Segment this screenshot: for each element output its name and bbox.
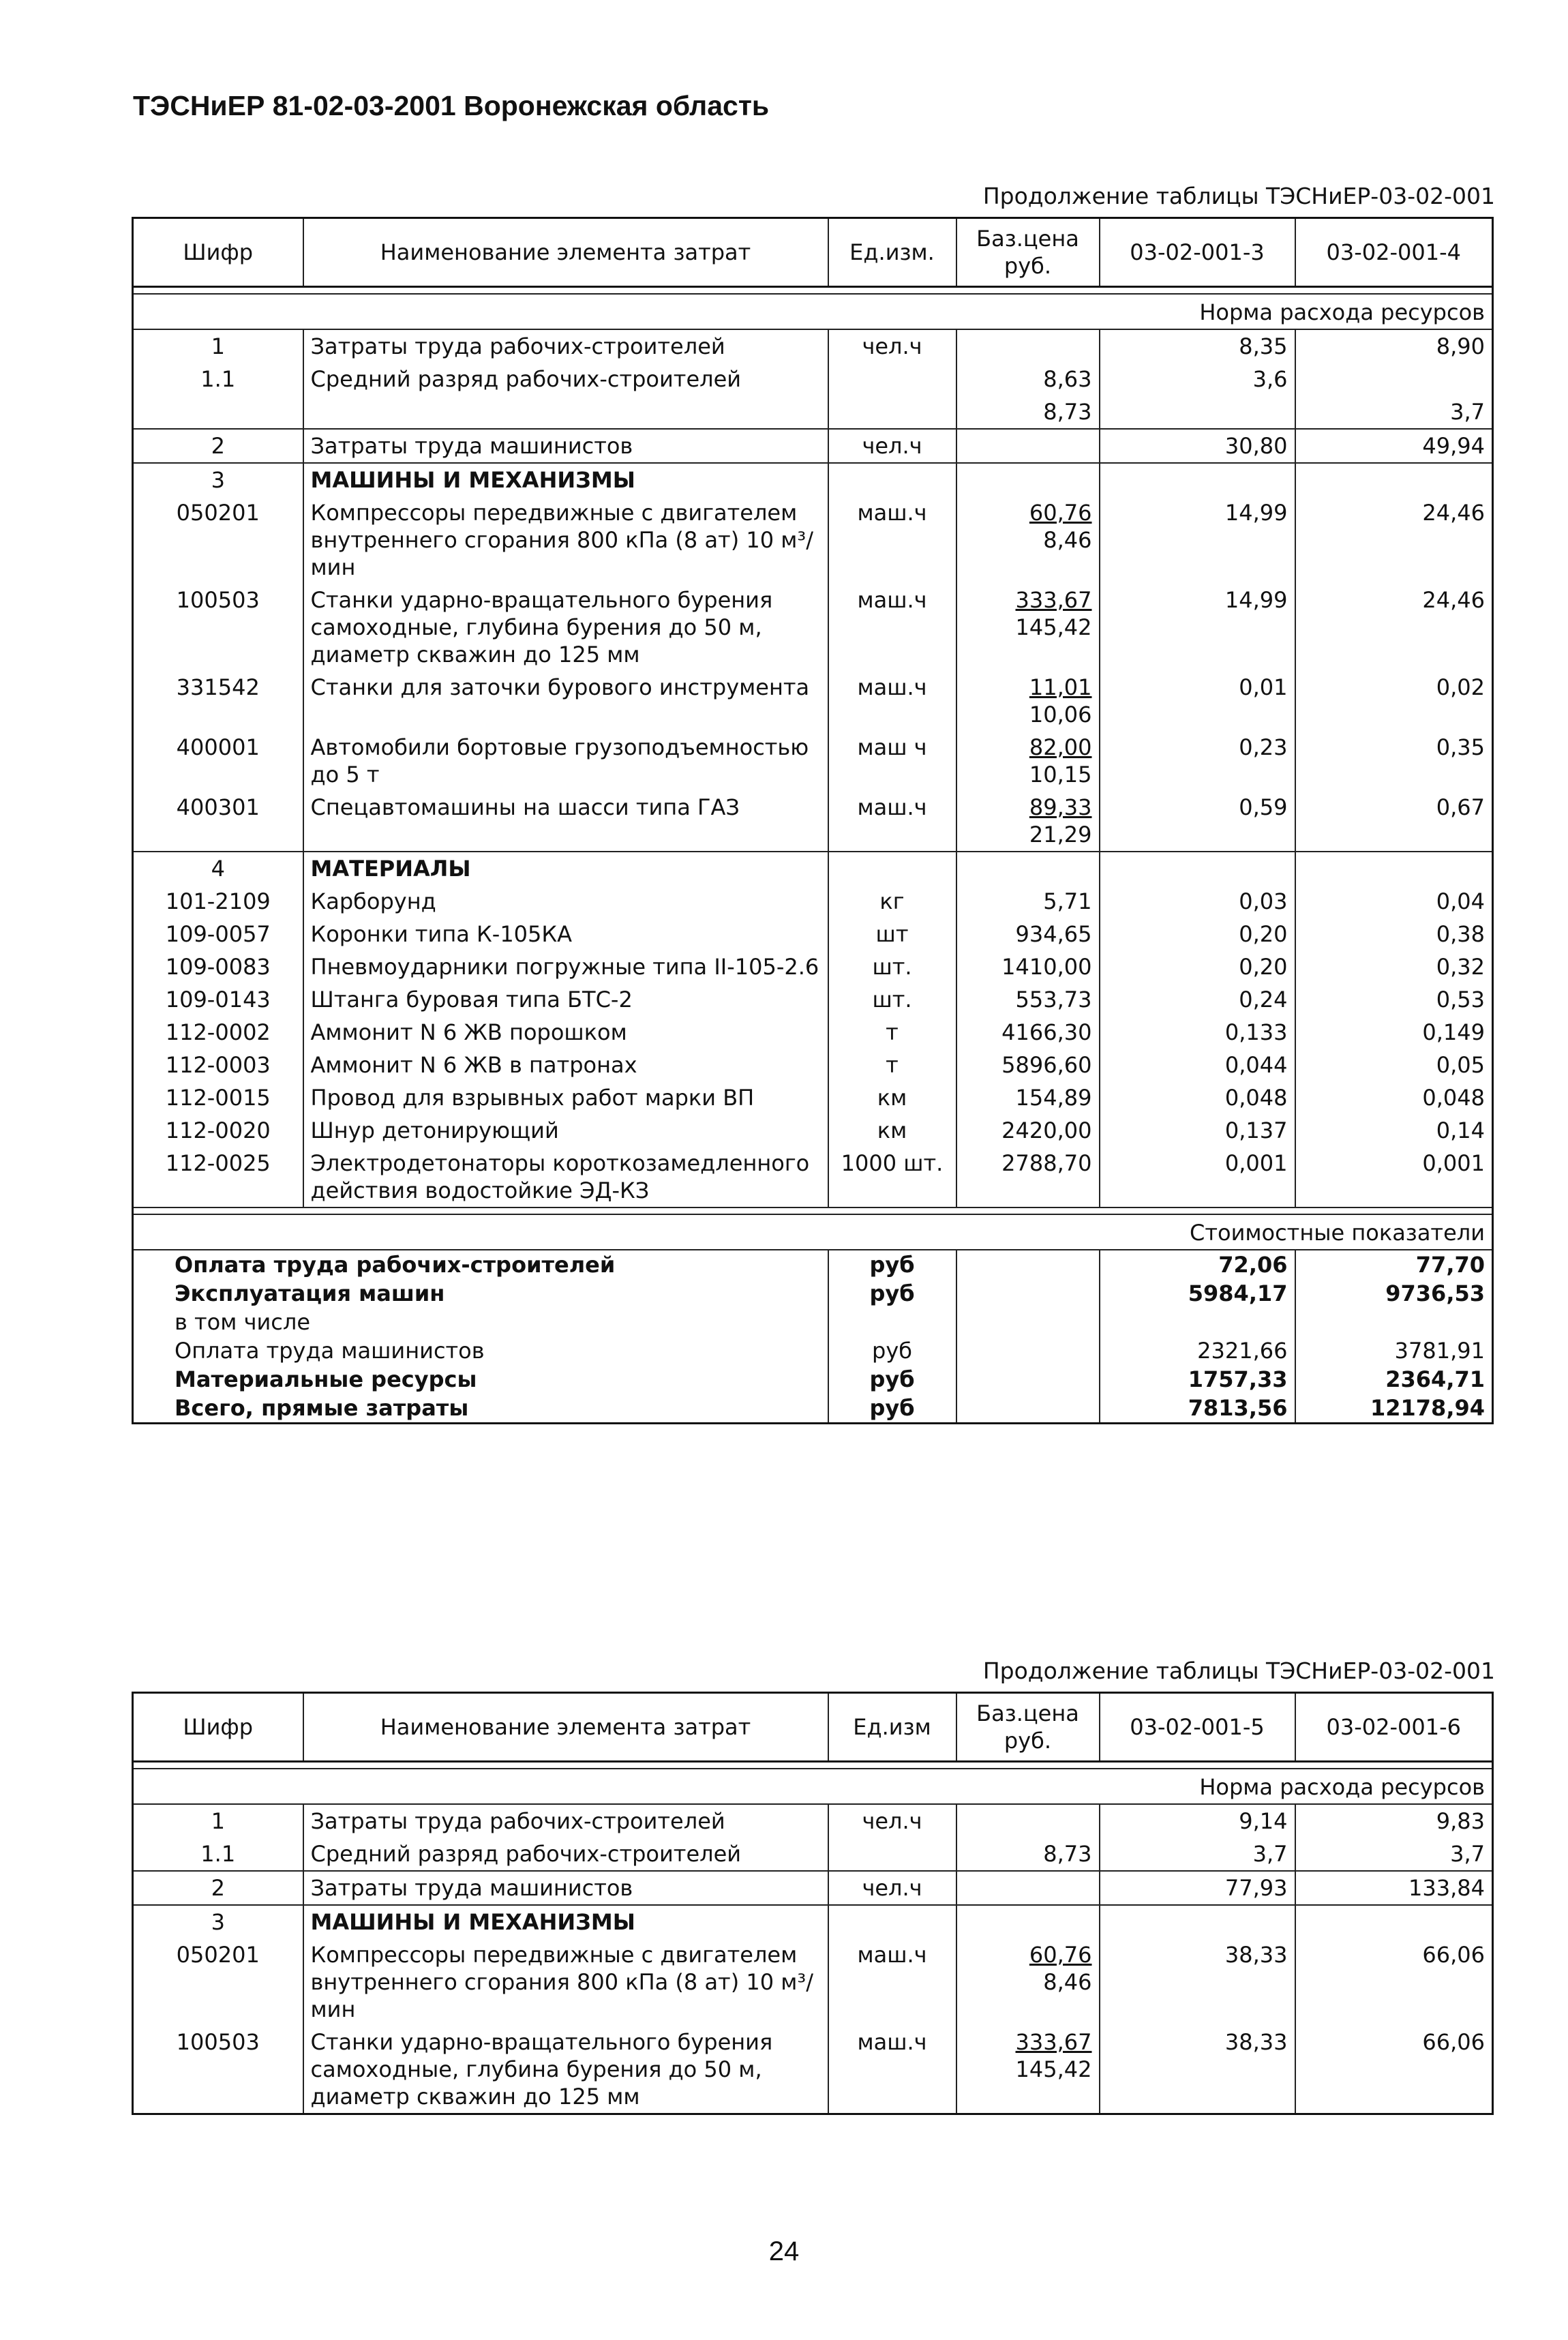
row-base-price [956,671,1100,731]
table-row [133,1016,1493,1049]
row-code: 112-0020 [165,1118,271,1143]
summary-unit: руб [828,1336,956,1365]
row-base-price [956,983,1100,1016]
page-number: 24 [768,2236,800,2266]
row-name: Коронки типа К-105КА [303,918,828,950]
summary-empty [956,1308,1100,1336]
row-base-price [956,852,1100,885]
row-base-price [956,2026,1100,2114]
row-norm-value: 0,20 [1100,918,1295,950]
row-norm-value: 24,46 [1295,496,1493,584]
row-norm-value: 133,84 [1295,1871,1493,1905]
summary-label: Материальные ресурсы [175,1366,477,1392]
row-unit: маш.ч [828,791,956,852]
row-norm-value: 0,048 [1295,1081,1493,1114]
column-header: Наименование элемента затрат [303,1693,828,1762]
summary-unit: руб [828,1394,956,1424]
row-code: 050201 [176,1942,260,1968]
row-unit: шт. [828,983,956,1016]
row-name: МАШИНЫ И МЕХАНИЗМЫ [303,463,828,496]
row-code: 400001 [176,734,260,760]
summary-label: Всего, прямые затраты [175,1395,469,1421]
row-code: 1 [211,333,225,359]
row-unit: чел.ч [828,1871,956,1905]
row-code: 101-2109 [165,888,271,914]
row-norm-value: 3,7 [1295,1837,1493,1871]
row-norm-value: 0,04 [1295,885,1493,918]
table-row [133,363,1493,395]
table-row [133,329,1493,363]
row-base-price [956,1905,1100,1938]
row-unit: кг [828,885,956,918]
table-row [133,731,1493,791]
row-unit: маш.ч [828,2026,956,2114]
row-norm-value: 0,20 [1100,950,1295,983]
summary-row [133,1279,1493,1308]
summary-unit: руб [828,1250,956,1279]
row-norm-value: 24,46 [1295,584,1493,671]
row-code: 1.1 [200,366,236,392]
row-base-price [956,584,1100,671]
row-norm-value: 38,33 [1100,1938,1295,2026]
column-header: Ед.изм [828,1693,956,1762]
row-norm-value: 14,99 [1100,496,1295,584]
row-code: 109-0083 [165,954,271,980]
summary-empty [956,1365,1100,1394]
row-name: Средний разряд рабочих-строителей [303,363,828,395]
summary-label: Эксплуатация машин [175,1280,445,1306]
row-unit: 1000 шт. [828,1147,956,1208]
table-row [133,1905,1493,1938]
row-base-price [956,1938,1100,2026]
row-unit: км [828,1081,956,1114]
row-norm-value: 0,14 [1295,1114,1493,1147]
summary-value [1100,1308,1295,1336]
table-row [133,496,1493,584]
norm-label: Норма расхода ресурсов [133,294,1493,329]
row-norm-value: 0,67 [1295,791,1493,852]
row-norm-value: 0,38 [1295,918,1493,950]
summary-row [133,1308,1493,1336]
column-header: 03-02-001-5 [1100,1693,1295,1762]
row-base-price [956,885,1100,918]
row-name: Затраты труда рабочих-строителей [303,329,828,363]
summary-value: 77,70 [1295,1250,1493,1279]
base-price-value: 8,73 [1043,399,1092,425]
row-norm-value: 8,90 [1295,329,1493,363]
row-unit: т [828,1049,956,1081]
row-norm-value: 0,048 [1100,1081,1295,1114]
row-code: 1 [211,1808,225,1834]
summary-row [133,1394,1493,1424]
column-header: Шифр [133,218,303,287]
row-norm-value: 0,137 [1100,1114,1295,1147]
summary-label: в том числе [175,1309,310,1335]
row-unit: шт. [828,950,956,983]
summary-unit [828,1308,956,1336]
row-code: 050201 [176,500,260,526]
row-base-price [956,1804,1100,1837]
table-continuation-caption: Продолжение таблицы ТЭСНиЕР-03-02-001 [982,1657,1495,1684]
summary-value: 7813,56 [1100,1394,1295,1424]
row-unit: маш.ч [828,1938,956,2026]
base-price-value: 154,89 [1015,1085,1092,1111]
summary-empty [956,1394,1100,1424]
base-price-value: 5,71 [1043,888,1092,914]
base-price-secondary: 8,46 [1043,1969,1092,1995]
base-price-value: 2788,70 [1001,1150,1092,1176]
row-base-price [956,918,1100,950]
row-code: 3 [133,1905,303,1938]
row-unit [828,1905,956,1938]
base-price-value: 89,33 [1029,794,1092,820]
table-header-row [133,1693,1493,1762]
spacer-row [133,1208,1493,1214]
row-code: 100503 [176,587,260,613]
row-code: 3 [133,463,303,496]
row-name: МАШИНЫ И МЕХАНИЗМЫ [303,1905,828,1938]
base-price-value: 4166,30 [1001,1019,1092,1045]
base-price-secondary: 145,42 [1015,614,1092,640]
base-price-secondary: 10,06 [1029,702,1092,728]
table-row [133,950,1493,983]
row-code [133,395,303,429]
table-row [133,1938,1493,2026]
base-price-secondary: 21,29 [1029,822,1092,847]
resource-norms-table [132,217,1494,1424]
row-norm-value [1295,363,1493,395]
base-price-value: 2420,00 [1001,1118,1092,1143]
row-norm-value: 0,01 [1100,671,1295,731]
table-row [133,1049,1493,1081]
base-price-value: 8,73 [1043,1841,1092,1867]
row-code: 112-0025 [165,1150,271,1176]
row-norm-value [1295,463,1493,496]
row-norm-value: 0,24 [1100,983,1295,1016]
table-row [133,584,1493,671]
table-row [133,671,1493,731]
row-norm-value: 66,06 [1295,1938,1493,2026]
row-code: 2 [133,1871,303,1905]
table-row [133,852,1493,885]
summary-value: 1757,33 [1100,1365,1295,1394]
row-base-price [956,1871,1100,1905]
summary-value: 5984,17 [1100,1279,1295,1308]
row-unit: маш ч [828,731,956,791]
summary-value: 72,06 [1100,1250,1295,1279]
row-norm-value: 66,06 [1295,2026,1493,2114]
table-row [133,885,1493,918]
table-continuation-caption: Продолжение таблицы ТЭСНиЕР-03-02-001 [982,183,1495,209]
row-name: Штанга буровая типа БТС-2 [303,983,828,1016]
row-name: МАТЕРИАЛЫ [303,852,828,885]
column-header: 03-02-001-3 [1100,218,1295,287]
row-norm-value: 8,35 [1100,329,1295,363]
row-unit: маш.ч [828,496,956,584]
row-norm-value: 9,83 [1295,1804,1493,1837]
row-code: 112-0002 [165,1019,271,1045]
table-row [133,1837,1493,1871]
summary-empty [956,1250,1100,1279]
row-base-price [956,950,1100,983]
row-base-price [956,1837,1100,1871]
table-row [133,791,1493,852]
row-norm-value: 0,133 [1100,1016,1295,1049]
row-unit [828,395,956,429]
row-code: 1.1 [200,1841,236,1867]
row-name [303,395,828,429]
base-price-value: 82,00 [1029,734,1092,760]
row-norm-value: 3,6 [1100,363,1295,395]
base-price-secondary: 145,42 [1015,2056,1092,2082]
summary-value: 2364,71 [1295,1365,1493,1394]
table-row [133,1114,1493,1147]
row-norm-value: 0,59 [1100,791,1295,852]
row-unit: чел.ч [828,329,956,363]
row-unit: маш.ч [828,584,956,671]
summary-value: 12178,94 [1295,1394,1493,1424]
base-price-value: 11,01 [1029,674,1092,700]
table-row [133,1081,1493,1114]
row-code: 112-0015 [165,1085,271,1111]
summary-row [133,1336,1493,1365]
table-row [133,1804,1493,1837]
row-name: Карборунд [303,885,828,918]
column-header: Наименование элемента затрат [303,218,828,287]
spacer-row [133,1762,1493,1769]
row-name: Шнур детонирующий [303,1114,828,1147]
row-unit [828,463,956,496]
row-code: 109-0143 [165,987,271,1012]
row-name: Затраты труда рабочих-строителей [303,1804,828,1837]
row-norm-value: 3,7 [1100,1837,1295,1871]
base-price-value: 60,76 [1029,500,1092,526]
row-norm-value: 0,35 [1295,731,1493,791]
row-name: Аммонит N 6 ЖВ в патронах [303,1049,828,1081]
summary-value: 9736,53 [1295,1279,1493,1308]
row-name: Затраты труда машинистов [303,429,828,463]
spacer-row [133,287,1493,295]
row-name: Затраты труда машинистов [303,1871,828,1905]
base-price-value: 60,76 [1029,1942,1092,1968]
row-norm-value: 0,32 [1295,950,1493,983]
row-unit: маш.ч [828,671,956,731]
row-norm-value: 0,03 [1100,885,1295,918]
row-name: Электродетонаторы короткозамедленного действия водостойкие ЭД-КЗ [303,1147,828,1208]
row-name: Компрессоры передвижные с двигателем внутреннего сгорания 800 кПа (8 ат) 10 м³/мин [303,1938,828,2026]
row-base-price [956,463,1100,496]
row-unit: чел.ч [828,1804,956,1837]
table-row [133,1871,1493,1905]
row-base-price [956,731,1100,791]
row-norm-value: 0,02 [1295,671,1493,731]
summary-unit: руб [828,1365,956,1394]
row-norm-value: 3,7 [1295,395,1493,429]
summary-body [133,1250,1493,1424]
row-unit [828,852,956,885]
row-norm-value: 0,001 [1295,1147,1493,1208]
norm-label: Норма расхода ресурсов [133,1769,1493,1804]
base-price-secondary: 10,15 [1029,762,1092,787]
row-code: 400301 [176,794,260,820]
row-base-price [956,496,1100,584]
row-base-price [956,1114,1100,1147]
row-name: Станки ударно-вращательного бурения самоходные, глубина бурения до 50 м, диаметр скважин до 125 мм [303,584,828,671]
summary-empty [956,1336,1100,1365]
summary-value: 3781,91 [1295,1336,1493,1365]
column-header: Баз.цена руб. [956,1693,1100,1762]
row-name: Компрессоры передвижные с двигателем внутреннего сгорания 800 кПа (8 ат) 10 м³/мин [303,496,828,584]
table-row [133,918,1493,950]
row-norm-value: 0,23 [1100,731,1295,791]
row-norm-value: 77,93 [1100,1871,1295,1905]
summary-value [1295,1308,1493,1336]
row-norm-value: 0,044 [1100,1049,1295,1081]
row-norm-value: 0,53 [1295,983,1493,1016]
row-norm-value: 30,80 [1100,429,1295,463]
base-price-value: 1410,00 [1001,954,1092,980]
column-header: Баз.цена руб. [956,218,1100,287]
column-header: Шифр [133,1693,303,1762]
row-unit: шт [828,918,956,950]
row-base-price [956,1049,1100,1081]
cost-label: Стоимостные показатели [133,1214,1493,1250]
summary-empty [956,1279,1100,1308]
summary-value: 2321,66 [1100,1336,1295,1365]
row-base-price [956,329,1100,363]
base-price-value: 5896,60 [1001,1052,1092,1078]
base-price-value: 934,65 [1015,921,1092,947]
row-base-price [956,791,1100,852]
row-base-price [956,363,1100,395]
row-norm-value [1100,1905,1295,1938]
row-norm-value: 0,05 [1295,1049,1493,1081]
row-unit: км [828,1114,956,1147]
row-code: 112-0003 [165,1052,271,1078]
row-name: Автомобили бортовые грузоподъемностью до 5 т [303,731,828,791]
row-base-price [956,1081,1100,1114]
row-norm-value: 0,149 [1295,1016,1493,1049]
row-norm-value [1100,395,1295,429]
row-norm-value: 0,001 [1100,1147,1295,1208]
resource-norms-table-2 [132,1692,1494,2115]
row-norm-value: 38,33 [1100,2026,1295,2114]
column-header: Ед.изм. [828,218,956,287]
table-body [133,1804,1493,2114]
table-row [133,2026,1493,2114]
row-unit: чел.ч [828,429,956,463]
summary-row [133,1250,1493,1279]
row-norm-value [1295,1905,1493,1938]
row-unit [828,363,956,395]
table-row [133,429,1493,463]
row-base-price [956,1016,1100,1049]
table-row [133,983,1493,1016]
row-norm-value: 9,14 [1100,1804,1295,1837]
row-code: 2 [133,429,303,463]
row-name: Пневмоударники погружные типа II-105-2.6 [303,950,828,983]
document-header: ТЭСНиЕР 81-02-03-2001 Воронежская область [133,90,770,121]
row-name: Провод для взрывных работ марки ВП [303,1081,828,1114]
row-name: Средний разряд рабочих-строителей [303,1837,828,1871]
summary-label: Оплата труда рабочих-строителей [175,1252,616,1278]
row-name: Спецавтомашины на шасси типа ГАЗ [303,791,828,852]
row-norm-value [1100,852,1295,885]
column-header: 03-02-001-4 [1295,218,1493,287]
base-price-value: 333,67 [1015,587,1092,613]
row-norm-value: 14,99 [1100,584,1295,671]
row-base-price [956,395,1100,429]
row-code: 4 [133,852,303,885]
row-norm-value [1295,852,1493,885]
base-price-secondary: 8,46 [1043,527,1092,553]
table-row [133,1147,1493,1208]
row-name: Аммонит N 6 ЖВ порошком [303,1016,828,1049]
base-price-value: 8,63 [1043,366,1092,392]
summary-unit: руб [828,1279,956,1308]
row-base-price [956,429,1100,463]
table-body [133,329,1493,1208]
row-code: 100503 [176,2029,260,2055]
base-price-value: 553,73 [1015,987,1092,1012]
row-unit [828,1837,956,1871]
row-unit: т [828,1016,956,1049]
summary-label: Оплата труда машинистов [175,1338,485,1364]
row-name: Станки для заточки бурового инструмента [303,671,828,731]
row-name: Станки ударно-вращательного бурения самоходные, глубина бурения до 50 м, диаметр скважин до 125 мм [303,2026,828,2114]
table-row [133,395,1493,429]
row-norm-value: 49,94 [1295,429,1493,463]
table-header-row [133,218,1493,287]
row-base-price [956,1147,1100,1208]
column-header: 03-02-001-6 [1295,1693,1493,1762]
row-code: 331542 [176,674,260,700]
row-norm-value [1100,463,1295,496]
table-row [133,463,1493,496]
row-code: 109-0057 [165,921,271,947]
summary-row [133,1365,1493,1394]
base-price-value: 333,67 [1015,2029,1092,2055]
